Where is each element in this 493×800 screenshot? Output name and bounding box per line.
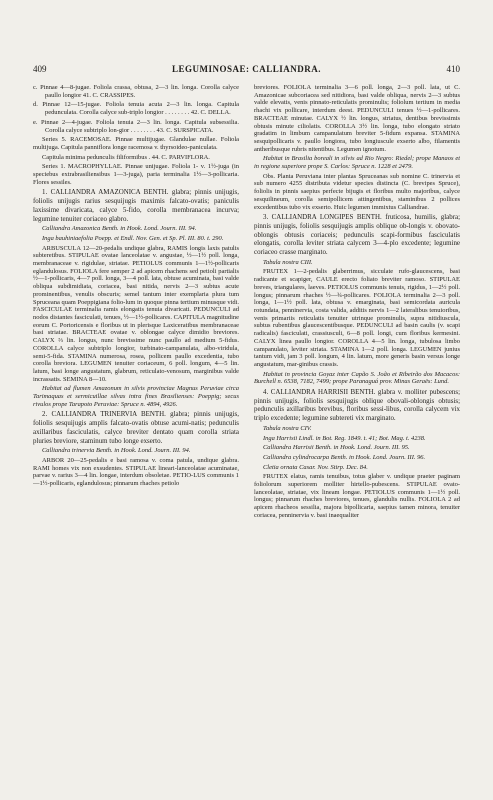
page-number-left: 409: [33, 64, 47, 74]
page-number-right: 410: [446, 64, 460, 74]
species-description: FRUTEX elatus, ramis tenuibus, totus glaber v. undique praeter paginam foliolorum superiorem molliter hirtello-pubescens. STIPULAE ovato-lanceolatae, striatae, vix lineam longae. PETIOLUS communis 1—1½ poll. longus; pinnarum rhaches breviores, tenues, glandulis nullis. FOLIOLA 2 ad apicem rhacheos sessilia, majora bipollicaria, saepius tamen minora, tenuiter coriacea, penninervia v. basi inaequaliter: [254, 473, 460, 519]
habitat-note: Habitat in provincia Goyaz inter Capão S. João et Ribeirão dos Macacos: Burchell n. 6538, 7182, 7499; prope Paranaguá prov. Minas Geraës: Lund.: [254, 370, 460, 386]
species-description: ARBUSCULA 12—20-pedalis undique glabra, RAMIS longis laxis patulis subteretibus. STIPULAE ovatae lanceolatae v. angustae, ½—1½ poll. longa, membranaceae v. rigidulae, striatae. PETIOLUS communis 1—1½-pollicaris eglandulosus. FOLIOLA fere semper 2 ad apicem rhachens sed petioli partialis ½—1-pollicaris, 4—7 poll. longa, 3—4 poll. lata, obtuse acuminata, basi valde obliqua subdimidiata, coriacea, basi nitida, nervis 2—3 subtus acute prominentibus, venulis obscuris; semel tantum inter exemplaria plura tum Spruceana quam Poeppigiana folio-lum in quoque pinna tertium minusque vidi. FASCICULAE terminalia ramis elongatis tenuia divaricati. PEDUNCULI ad nodos distantes fasciculati, tenues, ½—1½-pollicares. CAPITULA magnitudine eorum C. Portoricensis e floribus ut in plerisque Laxiceratibus membranaceae basi striatae. BRACTEAE ovatae v. oblongae calyce dimidio breviores. CALYX ⅔ lin. longus, nunc brevissime nunc paullo ad medium 5-fidus. COROLLA calyce subtriplo longior, turbinato-campanulata, albo-viridula, semi-5-fida. STAMINA numerosa, rosea, pollicem paullo excedentia, tubo corolla breviora. LEGUMEN tenuiter coriaceum, 6 poll. longum, 4—5 lin. latum, basi longe angustatum, glabrum, reticulato-venosum, marginibus valde incrassatis. SEMINA 8—10.: [33, 244, 239, 383]
citation: Inga bauhiniaefolia Poepp. et Endl. Nov. Gen. et Sp. Pl. III. 80. t. 290.: [42, 234, 224, 242]
species-description: FRUTEX 1—2-pedalis glaberrimus, sicculate rufo-glaucescens, basi radicante et scapiger, CAULE erecto foliato breviter ramoso. STIPULAE breves, triangulares, laeves. PETIOLUS communis tenuis, rigidus, 1—2½ poll. longus; pinnarum rhaches ½—¾-pollicares. FOLIOLA terminalia 2—3 poll. longa, 1—1½ poll. lata, obtusa v. emarginata, basi semicordata auricula rotundata, penninervia, costa valida, additis nervis 1—2 lateralibus tenuioribus, venis primariis reticulatis tenuiter utrinque prominulis, supra nitidiuscula, subtus rubentibus glaucescentibusque. PEDUNCULI ad basin caulis (v. scapi radicalis) fasciculati, crassiusculi, 6—8 poll. longi, cum floribus kermesini. CALYX linea paullo longior. COROLLA 4—5 lin. longa, tubulosa limbo campanulato, leviter striata. STAMINA 1—2 poll. longa. LEGUMEN junius tantum vidi, jam 3 poll. longum, 4 lin. latum, more generis basin versus longe angustatum, mar-ginibus crassis.: [254, 268, 460, 368]
citation: Cletia ornata Casar. Nov. Stirp. Dec. 84.: [263, 463, 368, 471]
citation: Calliandra Harrisii Benth. in Hook. Lond. Journ. III. 95.: [263, 444, 410, 452]
habitat-note: Habitat ad flumen Amazonum in silvis provinciae Magnus Peruviae circa Tarimaquas et sermicuillae silvas intra fines Brasilienses: Poeppig; secus rivulos prope Tarapoto Peruviae: Spruce n. 4894, 4926.: [33, 385, 239, 408]
page-header: [33, 63, 460, 75]
species-heading: 4. CALLIANDRA HARRISII BENTH. glabra v. molliter pubescens; pinnis unijugis, foliolis sesquijugis oblique obovali-oblongis obtusis; pedunculis axillaribus brevibus, floribus sessi-libus, corolla calycem vix triplo excedente; legumine subtereti vix marginato.: [254, 388, 460, 423]
citation: Calliandra Amazonica Benth. in Hook. Lond. Journ. III. 94.: [42, 225, 197, 233]
citation: Calliandra cylindrocarpa Benth. in Hook. Lond. Journ. III. 96.: [263, 453, 426, 461]
key-line: d. Pinnae 12—15-jugae. Foliola tenuia acuta 2—3 lin. longa. Capitula pedunculata. Corolla calyce sub-triplo longior . . . . . . . . 42. C. DELLA.: [33, 101, 239, 117]
observation-note: Obs. Planta Peruviana inter plantas Spruceanas sub nomine C. trinervia et sub numero 4255 distributa videtur species distincta (C. brevipes Spruce), foliolis in pinnis saepius perfecte bijugis et floribus multo majoribus, calyce sesquilineum, corolla semipollicem attingentibus, staminibus 2 pollices excedentibus tubo vix exserto. Huic legumen immixtus Calliandrae.: [254, 172, 460, 211]
key-line: e. Pinnae 2—4-jugae. Foliola tenuia 2—3 lin. longa. Capitula subsessilia. Corolla calyce subtriplo lon-gior . . . . . . . . 43. C. SURSPICATA.: [33, 118, 239, 134]
running-head: LEGUMINOSAE: CALLIANDRA.: [171, 64, 321, 74]
series-heading: Series 5. RACEMOSAE. Pinnae multijugae. Glandulae nullae. Foliola multijuga. Capitula panniflora longe racemosa v. thyrsoideo-paniculata.: [33, 136, 239, 151]
species-heading: 2. CALLIANDRA TRINERVIA BENTH. glabra; pinnis unijugis, foliolis sesquijugis amplis falcato-ovatis obtuse acumi-natis; pedunculis axillaribus fasciculatis, calyce breviter dentato quam corolla striata pluries breviore, staminum tubo longe exserto.: [33, 410, 239, 445]
left-column: [33, 84, 239, 774]
species-heading: 3. CALLIANDRA LONGIPES BENTH. fruticosa, humilis, glabra; pinnis unijugis, foliolis sesquijugis amplis oblique ob-longis v. obovato-oblongis obtusis coriaceis; pedunculis scapi-formibus fasciculatis elongatis, corolla leviter striata calycem 3—4-plo excedente; legumine coriaceo crasse marginato.: [254, 213, 460, 257]
plate-reference: Tabula nostra CIV.: [263, 424, 312, 432]
species-description: ARBOR 20—25-pedalis e basi ramosa v. coma patula, undique glabra. RAMI homes vix non exsudentes. STIPULAE lineari-lanceolatae acuminatae, parvae v. rarius 3—4 lin. longae, interdum obsoletae. PETIO-LUS communis 1—1½-pollicaris, eglandulosus; pinnarum rhaches petiolo: [33, 456, 239, 488]
plate-reference: Tabula nostra CIII.: [263, 258, 313, 266]
habitat-note: Habitat in Brasilia boreali in silvis ad Rio Negro: Riedel; prope Manaos et in regione superiore prope S. Carlos: Spruce n. 1228 et 2479.: [254, 155, 460, 171]
species-heading: 1. CALLIANDRA AMAZONICA BENTH. glabra; pinnis unijugis, foliolis unijugis rarius sesquijugis maximis falcato-ovatis; paniculis laxissime divaricata, calyce 5-fido, corolla membranacea incurva; legumine tenuiter coriaceo glabro.: [33, 188, 239, 223]
citation: Inga Harrisii Lindl. in Bot. Reg. 1849. t. 41; Bot. Mag. t. 4238.: [263, 434, 426, 442]
species-description: breviores. FOLIOLA terminalia 3—6 poll. longa, 2—3 poll. lata, ut C. Amazonicae subcoriacea sed nitidiora, basi valde obliqua, nervis 2—3 subtus valde elevatis, venis pinnato-reticulatis prominulis; foliolum tertium in media rhachi vix pollicare, interdum deest. PEDUNCULI tenues ½—1-pollicares. BRACTEAE minutae. CALYX ½ lin. longus, striatus, dentibus brevissimis obtusis minute ciliolatis. COROLLA 3½ lin. longa, tubo elongato striato gradatim in limbum campanulatum breviter 5-fidum expansa. STAMINA sesquipollicaris v. paullo longiora, tubo longiuscule exserto albo, filamentis antheribusque rubris nitentibus. Legumen ignotum.: [254, 84, 460, 153]
right-column: [254, 84, 460, 774]
citation: Calliandra trinervia Benth. in Hook. Lond. Journ. III. 94.: [42, 447, 191, 455]
key-line: Capitula minima pedunculis filiformibus . 44. C. PARVIFLORA.: [42, 153, 210, 161]
key-line: c. Pinnae 4—8-jugae. Foliola crassa, obtusa, 2—3 lin. longa. Corolla calyce paullo longior 41. C. CRASSIPES.: [33, 84, 239, 99]
series-heading: Series 1. MACROPHYLLAE. Pinnae unijugae. Foliola 1- v. 1½-juga (in speciebus extrabrasiliensibus 1—3-juga), paria terminalia 1½—3-pollicaria. Flores sessiles.: [33, 163, 239, 186]
